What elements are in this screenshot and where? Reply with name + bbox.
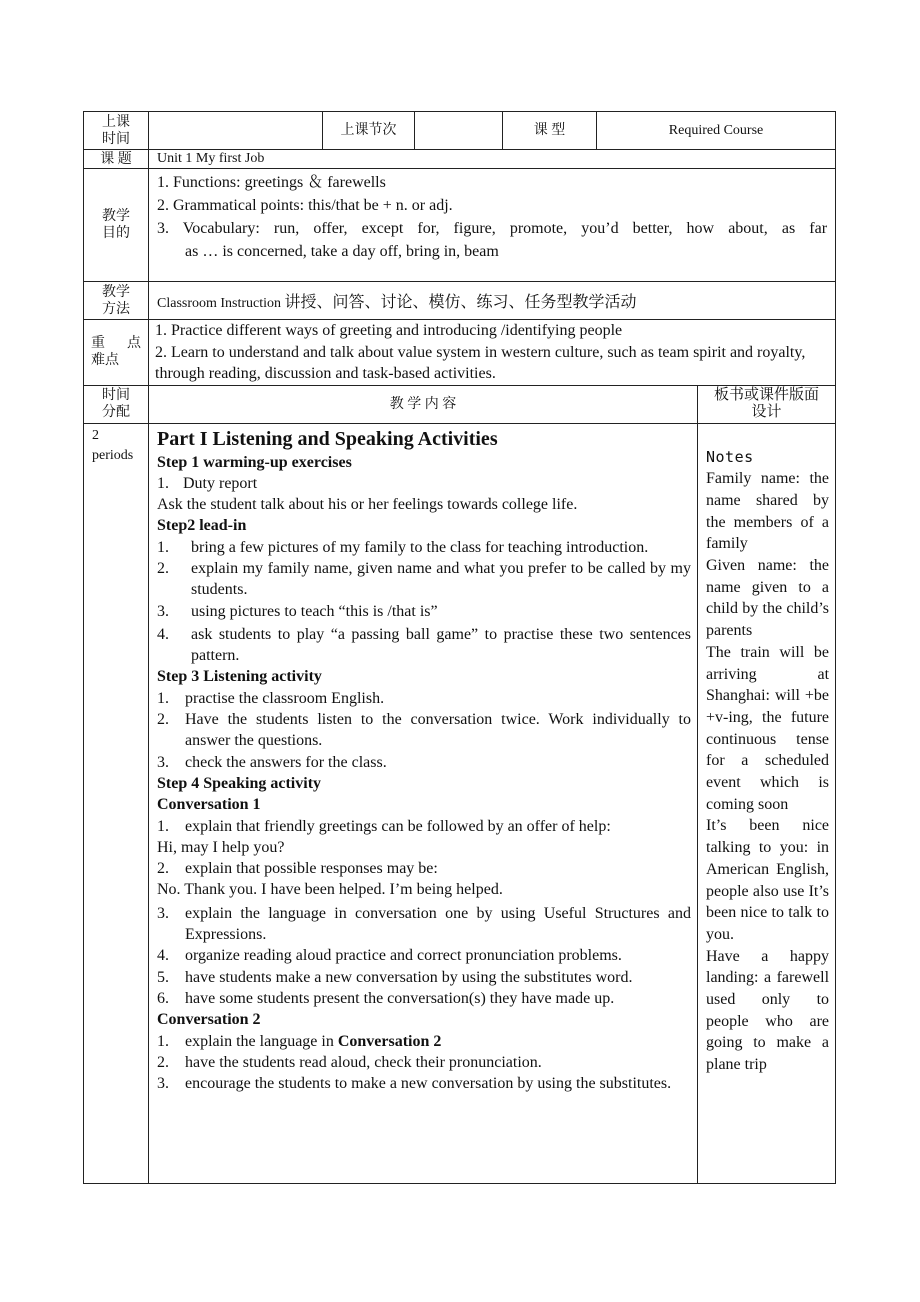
- list-item: 1. Duty report: [157, 474, 258, 492]
- part-title: Part I Listening and Speaking Activities: [157, 427, 498, 450]
- notes-cell: [698, 423, 836, 1183]
- step2-list: [157, 537, 691, 667]
- board-design-label: 板书或课件版面 设计: [698, 385, 836, 423]
- conv1-list-a: [157, 816, 691, 837]
- list-item: 4. organize reading aloud practice and correct pronunciation problems.: [157, 947, 622, 965]
- type-value: Required Course: [597, 112, 836, 150]
- period-value-cell: [415, 112, 503, 150]
- objectives-label: 教学 目的: [84, 169, 149, 282]
- list-item: 1. practise the classroom English.: [157, 689, 385, 707]
- objective-item: 3. Vocabulary: run, offer, except for, figure, promote, you’d better, how about, as far: [157, 220, 828, 237]
- list-item: 5. have students make a new conversation by using the substitutes word.: [157, 968, 633, 986]
- header-row: [84, 112, 836, 150]
- list-item: 2. Have the students listen to the conversation twice. Work individually to answer the questions.: [157, 711, 691, 750]
- time-allocation-label: 时间 分配: [84, 385, 149, 423]
- step3-title: Step 3 Listening activity: [157, 668, 322, 686]
- list-item: 1. explain the language in Conversation 2: [157, 1032, 442, 1050]
- topic-row: [84, 150, 836, 169]
- time-value-cell: [149, 112, 323, 150]
- conv1-para1: Hi, may I help you?: [157, 838, 285, 856]
- key-point-item: 2. Learn to understand and talk about value system in western culture, such as team spirit and royalty, through reading, discussion and task-based activities.: [155, 343, 806, 382]
- note-item: Have a happy landing: a farewell used only to people who are going to make a plane trip: [706, 947, 830, 1074]
- list-item: 3. explain the language in conversation one by using Useful Structures and Expressions.: [157, 904, 691, 944]
- objective-item: 2. Grammatical points: this/that be + n. or adj.: [157, 197, 453, 214]
- notes-title: Notes: [706, 447, 754, 466]
- content-header-row: [84, 385, 836, 423]
- step3-list: [157, 688, 691, 773]
- teaching-content: [149, 423, 698, 1183]
- topic-value: Unit 1 My first Job: [149, 150, 836, 169]
- key-point-item: 1. Practice different ways of greeting and introducing /identifying people: [155, 322, 623, 339]
- method-value: Classroom Instruction 讲授、问答、讨论、模仿、练习、任务型教学活动: [149, 282, 836, 320]
- list-item: 2. explain my family name, given name and what you prefer to be called by my students.: [157, 559, 691, 599]
- time-label: 上课: [102, 114, 130, 130]
- list-item: 3. check the answers for the class.: [157, 753, 387, 771]
- method-label: 教学 方法: [84, 282, 149, 320]
- step4-title: Step 4 Speaking activity: [157, 774, 322, 792]
- note-item: Family name: the name shared by the members of a family: [706, 470, 830, 553]
- conv2-list: [157, 1031, 691, 1095]
- note-item: Given name: the name given to a child by the child’s parents: [706, 557, 830, 640]
- list-item: 6. have some students present the conversation(s) they have made up.: [157, 989, 615, 1007]
- conv1-list-c: [157, 903, 691, 1009]
- list-item: 3. using pictures to teach “this is /that is”: [157, 602, 438, 620]
- list-item: 3. encourage the students to make a new conversation by using the substitutes.: [157, 1075, 672, 1093]
- step1-title: Step 1 warming-up exercises: [157, 453, 352, 471]
- list-item: 1. explain that friendly greetings can be followed by an offer of help:: [157, 817, 611, 835]
- conv1-para2: No. Thank you. I have been helped. I’m being helped.: [157, 881, 503, 899]
- list-item: 4. ask students to play “a passing ball game” to practise these two sentences pattern.: [157, 625, 691, 665]
- time-label-cell: 上课 时间: [84, 112, 149, 150]
- topic-label: 课 题: [84, 150, 149, 169]
- key-points-row: [84, 320, 836, 386]
- conversation2-title: Conversation 2: [157, 1011, 261, 1029]
- list-item: 1. bring a few pictures of my family to the class for teaching introduction.: [157, 538, 649, 556]
- periods-cell: 2 periods: [84, 423, 149, 1183]
- objective-item: 1. Functions: greetings ＆ farewells: [157, 174, 386, 191]
- method-row: [84, 282, 836, 320]
- conv1-list-b: [157, 858, 691, 879]
- note-item: The train will be arriving at Shanghai: will +be +v-ing, the future continuous tense for a scheduled event which is coming soon: [706, 643, 830, 813]
- key-points-label: 重 点 难点: [84, 320, 149, 386]
- content-header-label: 教 学 内 容: [149, 385, 698, 423]
- objective-item: as … is concerned, take a day off, bring in, beam: [185, 243, 499, 260]
- lesson-plan-table: [83, 111, 836, 1184]
- type-label: 课 型: [503, 112, 597, 150]
- conversation1-title: Conversation 1: [157, 796, 261, 814]
- step1-list: [157, 473, 691, 494]
- content-row: [84, 423, 836, 1183]
- step1-para: Ask the student talk about his or her feelings towards college life.: [157, 496, 578, 514]
- note-item: It’s been nice talking to you: in American English, people also use It’s been nice to talk to you.: [706, 817, 830, 943]
- objectives-list: [149, 169, 836, 282]
- step2-title: Step2 lead-in: [157, 517, 247, 535]
- objectives-row: [84, 169, 836, 282]
- key-points-list: [149, 320, 836, 386]
- period-label: 上课节次: [323, 112, 415, 150]
- list-item: 2. have the students read aloud, check their pronunciation.: [157, 1053, 542, 1071]
- list-item: 2. explain that possible responses may be:: [157, 860, 438, 878]
